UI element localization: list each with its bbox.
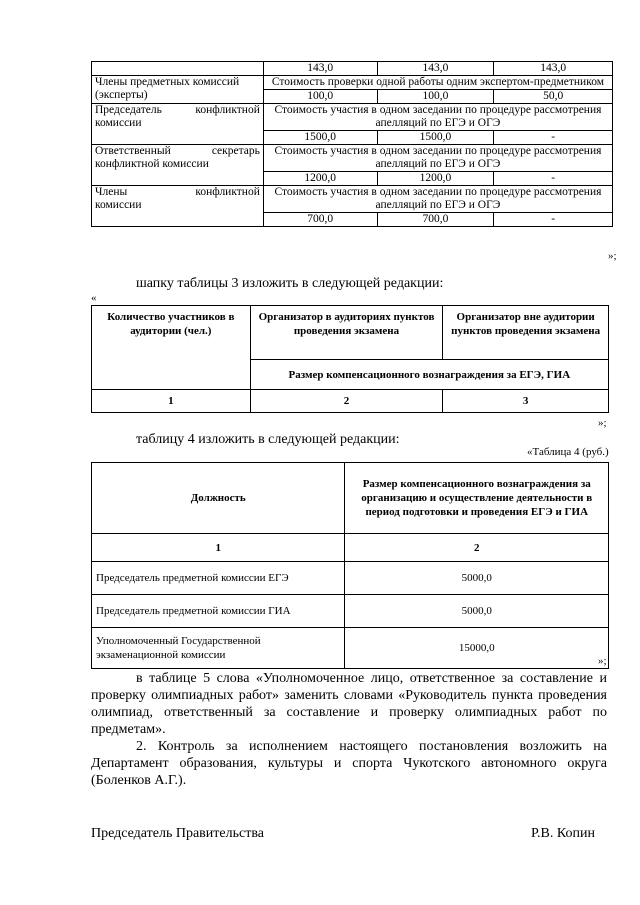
table-cell: Количество участников в аудитории (чел.) [92, 306, 251, 390]
opening-quote: « [91, 292, 97, 304]
table-cell: Размер компенсационного вознаграждения за организацию и осуществление деятельности в период подготовки и проведения ЕГЭ и ГИА [345, 463, 609, 534]
table-cell: Уполномоченный Государственной экзаменационной комиссии [92, 628, 345, 669]
table-cell: Стоимость участия в одном заседании по процедуре рассмотрения апелляций по ЕГЭ и ОГЭ [263, 104, 612, 131]
closing-quote: »; [608, 250, 617, 262]
table-cell: - [494, 213, 613, 227]
table-cell: 700,0 [377, 213, 494, 227]
table-cell: Стоимость участия в одном заседании по процедуре рассмотрения апелляций по ЕГЭ и ОГЭ [263, 186, 612, 213]
table-cell: 143,0 [377, 62, 494, 76]
table-cell: Председатель предметной комиссии ЕГЭ [92, 562, 345, 595]
table-row [92, 306, 609, 360]
table-row [92, 186, 613, 213]
table-cell: 1200,0 [263, 172, 377, 186]
table-cell: 100,0 [377, 90, 494, 104]
label-word: конфликтной [195, 104, 260, 116]
table-cell: 1500,0 [377, 131, 494, 145]
table-cell: Стоимость проверки одной работы одним экспертом-предметником [263, 76, 612, 90]
table-row [92, 104, 613, 131]
label-word: комиссии [95, 199, 142, 211]
table-cell [92, 104, 264, 145]
table-cell: 1200,0 [377, 172, 494, 186]
rates-table-continuation [91, 61, 613, 227]
paragraph-table3: шапку таблицы 3 изложить в следующей редакции: [136, 276, 444, 291]
table-cell: Должность [92, 463, 345, 534]
table-cell: 143,0 [263, 62, 377, 76]
signature-title: Председатель Правительства [91, 826, 264, 841]
table-row [92, 76, 613, 90]
table-row [92, 595, 609, 628]
table-cell: 2 [345, 534, 609, 562]
label-word: комиссии [95, 117, 142, 129]
table-cell: 700,0 [263, 213, 377, 227]
table-cell: Организатор вне аудитории пунктов проведения экзамена [443, 306, 609, 360]
label-word: Члены [95, 186, 128, 198]
paragraph-table4: таблицу 4 изложить в следующей редакции: [136, 432, 400, 447]
table-cell [92, 145, 264, 186]
table-cell: 1 [92, 390, 251, 413]
closing-quote: »; [598, 655, 607, 667]
table-cell: 3 [443, 390, 609, 413]
paragraph-table5: в таблице 5 слова «Уполномоченное лицо, ответственное за составление и проверку олимпиадных работ» заменить словами «Руководитель пункта проведения олимпиад, ответственный за составление и проверку олимпиадных работ по предметам». [91, 671, 607, 737]
table-cell: 15000,0 [345, 628, 609, 669]
table-row [92, 62, 613, 76]
table-row [92, 463, 609, 534]
label-word: Председатель [95, 104, 162, 116]
table-cell: 1 [92, 534, 345, 562]
table-row [92, 628, 609, 669]
table4 [91, 462, 609, 669]
table-cell: Стоимость участия в одном заседании по процедуре рассмотрения апелляций по ЕГЭ и ОГЭ [263, 145, 612, 172]
table-cell: 50,0 [494, 90, 613, 104]
signature-name: Р.В. Копин [531, 826, 595, 841]
table-cell: 1500,0 [263, 131, 377, 145]
table-row [92, 534, 609, 562]
table3-header [91, 305, 609, 413]
paragraph-control: 2. Контроль за исполнением настоящего постановления возложить на Департамент образования, культуры и спорта Чукотского автономного округа (Боленков А.Г.). [91, 739, 607, 788]
label-word: секретарь [211, 145, 260, 157]
table-cell: 5000,0 [345, 595, 609, 628]
table-cell: - [494, 172, 613, 186]
table-row [92, 145, 613, 172]
table-cell: - [494, 131, 613, 145]
table-cell: 143,0 [494, 62, 613, 76]
table-cell: Организатор в аудиториях пунктов проведения экзамена [250, 306, 443, 360]
label-word: Ответственный [95, 145, 171, 157]
table-cell: Председатель предметной комиссии ГИА [92, 595, 345, 628]
table4-caption: «Таблица 4 (руб.) [527, 446, 609, 458]
table-cell: 2 [250, 390, 443, 413]
table-cell: Члены предметных комиссий (эксперты) [92, 76, 264, 104]
table-cell [92, 62, 264, 76]
table-cell [92, 186, 264, 227]
table-cell: 5000,0 [345, 562, 609, 595]
label-word: конфликтной комиссии [95, 158, 209, 170]
table-row [92, 390, 609, 413]
table-cell: 100,0 [263, 90, 377, 104]
closing-quote: »; [598, 417, 607, 429]
table-row [92, 562, 609, 595]
label-word: конфликтной [195, 186, 260, 198]
table-cell: Размер компенсационного вознаграждения за ЕГЭ, ГИА [250, 360, 608, 390]
